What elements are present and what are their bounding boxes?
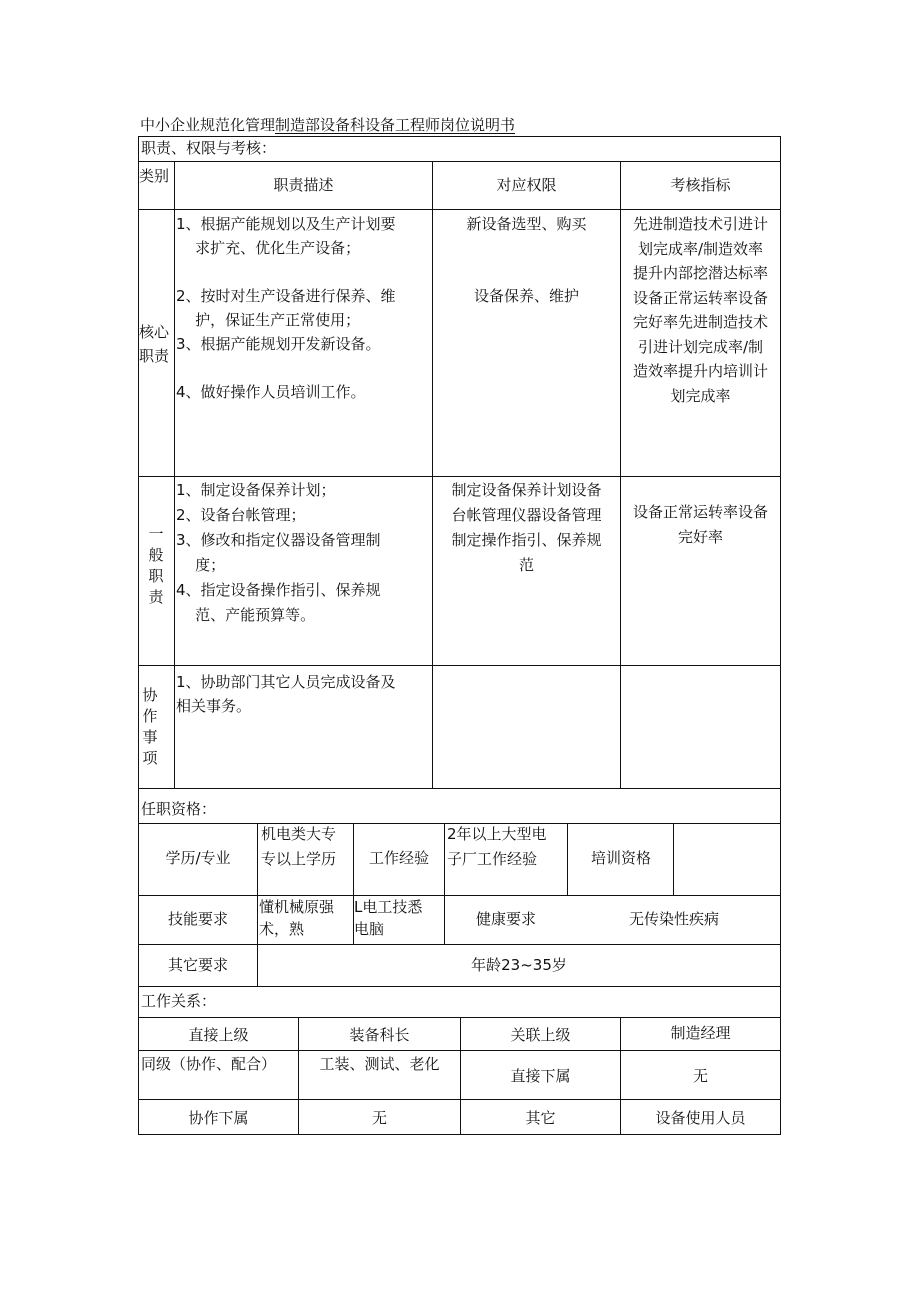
text-line: 设备正常运转率设备: [632, 288, 768, 307]
text-line: 1、制定设备保养计划；: [176, 481, 336, 499]
other-req-label: 其它要求: [167, 956, 228, 974]
peer-label: 同级（协作、配合）: [141, 1055, 277, 1073]
text-line: 术，熟: [259, 920, 305, 938]
header-authority: 对应权限: [496, 176, 557, 194]
text-line: [176, 356, 396, 380]
core-assessment: [621, 212, 780, 408]
edu-value: [261, 822, 336, 872]
document-title: [140, 114, 515, 135]
text-line: 子厂工作经验: [447, 850, 538, 868]
text-line: 4、做好操作人员培训工作。: [176, 383, 366, 401]
text-line: 2年以上大型电: [447, 825, 547, 843]
text-line: 划完成率: [670, 386, 731, 405]
health-value: 无传染性疾病: [628, 910, 719, 928]
other-label: 其它: [525, 1109, 556, 1127]
text-line: 4、指定设备操作指引、保养规: [176, 581, 381, 599]
text-line: 2、按时对生产设备进行保养、维: [176, 287, 396, 305]
exp-value: [447, 822, 547, 872]
direct-superior-value: 装备科长: [349, 1026, 410, 1044]
text-line: 相关事务。: [176, 697, 252, 715]
header-category: 类别: [139, 167, 170, 185]
general-duties-description: [176, 478, 381, 628]
train-label: 培训资格: [590, 849, 651, 867]
other-value: 设备使用人员: [655, 1109, 746, 1127]
header-description: 职责描述: [273, 176, 334, 194]
text-line: 3、修改和指定仪器设备管理制: [176, 531, 381, 549]
skill-label: 技能要求: [167, 910, 228, 928]
skill-value-1: [259, 896, 334, 940]
edu-label: 学历/专业: [165, 849, 231, 867]
skill-value-2: [354, 896, 422, 940]
related-superior-value: 制造经理: [670, 1024, 731, 1042]
text-line: 范: [518, 556, 534, 574]
text-line: 电脑: [354, 920, 385, 938]
text-line: 求扩充、优化生产设备；: [176, 239, 361, 257]
text-line: 台帐管理仪器设备管理: [451, 506, 602, 524]
core-duties-label: 核心 职责: [139, 323, 170, 365]
peer-value: 工装、测试、老化: [319, 1055, 440, 1073]
text-line: 3、根据产能规划开发新设备。: [176, 335, 381, 353]
text-line: [176, 260, 396, 284]
section-relationship-heading: 工作关系：: [141, 992, 217, 1010]
text-line: 机电类大专: [261, 825, 337, 843]
assist-description: [176, 670, 396, 718]
text-line: 护，保证生产正常使用；: [176, 311, 361, 329]
direct-subordinate-label: 直接下属: [510, 1067, 571, 1085]
core-duties-description: [176, 212, 396, 404]
related-superior-label: 关联上级: [510, 1026, 571, 1044]
title-prefix: 中小企业规范化管理: [140, 116, 276, 134]
text-line: 先进制造技术引进计: [632, 215, 768, 233]
text-line: 提升内部挖潜达标率: [632, 264, 768, 282]
general-authority: [433, 478, 620, 578]
text-line: 引进计划完成率/制: [637, 337, 764, 356]
general-assessment: [621, 500, 780, 550]
text-line: 设备正常运转率设备: [632, 503, 768, 521]
text-line: L电工技悉: [354, 898, 423, 916]
assist-subordinate-value: 无: [371, 1109, 387, 1127]
section-duties-heading: 职责、权限与考核：: [141, 139, 277, 157]
text-line: 专以上学历: [261, 850, 337, 868]
title-main: 制造部设备科设备工程师岗位说明书: [275, 116, 516, 134]
header-assessment: 考核指标: [670, 176, 731, 194]
assist-label: 协作事项: [142, 686, 158, 767]
assist-subordinate-label: 协作下属: [188, 1109, 249, 1127]
text-line: 1、协助部门其它人员完成设备及: [176, 673, 396, 691]
exp-label: 工作经验: [368, 849, 429, 867]
direct-subordinate-value: 无: [692, 1067, 708, 1085]
core-authority-1: 新设备选型、购买: [466, 215, 587, 233]
text-line: 懂机械原强: [259, 898, 335, 916]
text-line: 1、根据产能规划以及生产计划要: [176, 215, 396, 233]
text-line: 度；: [176, 556, 226, 574]
text-line: 制定设备保养计划设备: [451, 481, 602, 499]
general-duties-label: 一般职责: [148, 525, 164, 606]
direct-superior-label: 直接上级: [188, 1026, 249, 1044]
text-line: 划完成率/制造效率: [637, 239, 764, 258]
text-line: 2、设备台帐管理；: [176, 506, 306, 524]
text-line: 范、产能预算等。: [176, 606, 316, 624]
text-line: 制定操作指引、保养规: [451, 531, 602, 549]
core-authority-2: 设备保养、维护: [473, 287, 579, 305]
text-line: 造效率提升内培训计: [632, 362, 768, 380]
text-line: 完好率: [677, 528, 723, 546]
text-line: 完好率先进制造技术: [632, 313, 768, 331]
other-req-value: 年龄23~35岁: [471, 956, 567, 974]
health-label: 健康要求: [475, 910, 536, 928]
section-qualification-heading: 任职资格：: [141, 800, 217, 818]
